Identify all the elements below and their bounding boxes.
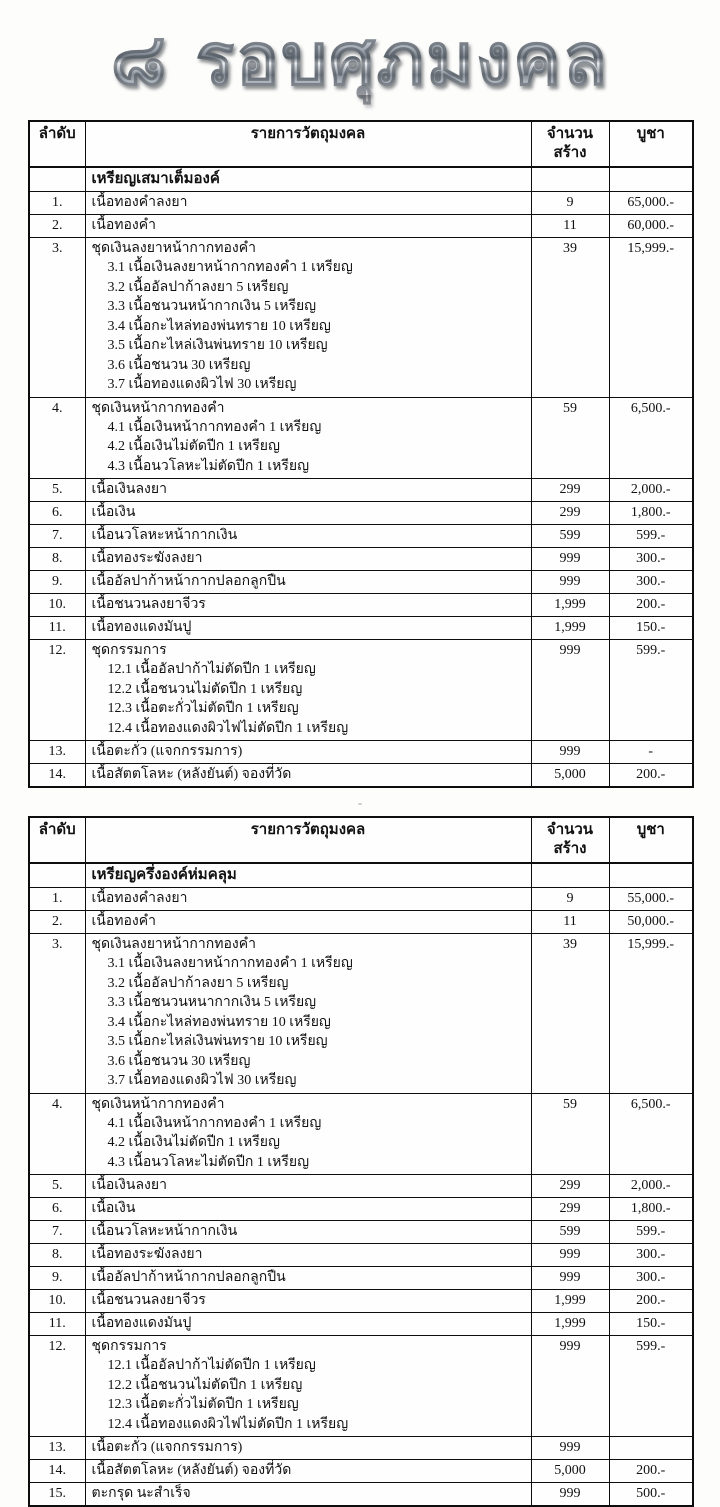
row-item: [85, 571, 531, 594]
table-row: [29, 640, 693, 741]
header-price: บูชา: [609, 121, 693, 167]
item-label: เนื้อเงินลงยา: [91, 482, 167, 497]
item-label: เนื้อนวโลหะหน้ากากเงิน: [91, 528, 238, 543]
row-quantity: 999: [531, 1267, 609, 1290]
row-price: 6,500.-: [609, 1093, 693, 1175]
table-row: [29, 238, 693, 398]
item-label: เนื้อทองระฆังลงยา: [91, 1247, 203, 1262]
row-quantity: 5,000: [531, 1460, 609, 1483]
row-number: 12.: [29, 640, 85, 741]
row-price: 599.-: [609, 1336, 693, 1437]
item-label: เนื้อทองแดงมันปู: [91, 620, 192, 635]
row-item: [85, 640, 531, 741]
row-number: 4.: [29, 397, 85, 479]
row-price: -: [609, 741, 693, 764]
item-label: ชุดเงินหน้ากากทองคำ: [91, 400, 225, 416]
row-number: 12.: [29, 1336, 85, 1437]
header-order: ลำดับ: [29, 121, 85, 167]
header-row: [29, 121, 693, 167]
row-number: 7.: [29, 525, 85, 548]
header-quantity: จำนวนสร้าง: [531, 817, 609, 863]
row-item: [85, 1198, 531, 1221]
section-price-cell: [609, 863, 693, 888]
item-subline: 3.4 เนื้อกะไหล่ทองพ่นทราย 10 เหรียญ: [107, 1014, 331, 1030]
table-row: [29, 1313, 693, 1336]
row-number: 4.: [29, 1093, 85, 1175]
item-subline: 12.2 เนื้อชนวนไม่ตัดปีก 1 เหรียญ: [107, 1377, 303, 1393]
section-title: เหรียญเสมาเต็มองค์: [85, 167, 531, 192]
item-label: เนื้ออัลปาก้าหน้ากากปลอกลูกปืน: [91, 574, 286, 589]
table-header: [29, 121, 693, 167]
row-price: 1,800.-: [609, 1198, 693, 1221]
item-label: เนื้อสัตตโลหะ (หลังยันต์) จองที่วัด: [91, 767, 292, 782]
row-item: [85, 1221, 531, 1244]
item-subline: 12.3 เนื้อตะกั่วไม่ตัดปีก 1 เหรียญ: [107, 1397, 299, 1412]
row-quantity: 299: [531, 1175, 609, 1198]
table-row: [29, 1460, 693, 1483]
item-label: เนื้อทองคำ: [91, 218, 156, 233]
row-number: 3.: [29, 934, 85, 1094]
row-item: [85, 1336, 531, 1437]
header-order: ลำดับ: [29, 817, 85, 863]
row-item: [85, 594, 531, 617]
row-price: 300.-: [609, 1244, 693, 1267]
table-row: [29, 397, 693, 479]
header-item: รายการวัตถุมงคล: [85, 121, 531, 167]
row-quantity: 599: [531, 1221, 609, 1244]
row-quantity: 999: [531, 1244, 609, 1267]
item-subline: 3.2 เนื้ออัลปาก้าลงยา 5 เหรียญ: [107, 279, 289, 295]
row-quantity: 1,999: [531, 1313, 609, 1336]
table-row: [29, 888, 693, 911]
row-price: 2,000.-: [609, 1175, 693, 1198]
row-quantity: 999: [531, 1336, 609, 1437]
row-number: 11.: [29, 617, 85, 640]
section-qty-cell: [531, 167, 609, 192]
item-label: เนื้อทองระฆังลงยา: [91, 551, 203, 566]
header-price: บูชา: [609, 817, 693, 863]
row-price: 300.-: [609, 571, 693, 594]
row-quantity: 11: [531, 911, 609, 934]
row-item: [85, 397, 531, 479]
item-subline: 3.3 เนื้อชนวนหนากากเงิน 5 เหรียญ: [107, 995, 317, 1010]
item-label: เนื้อทองคำ: [91, 914, 156, 929]
row-number: 13.: [29, 1437, 85, 1460]
item-subline: 12.1 เนื้ออัลปาก้าไม่ตัดปีก 1 เหรียญ: [107, 662, 316, 677]
table-row: [29, 617, 693, 640]
item-label: เนื้อตะกั่ว (แจกกรรมการ): [91, 1440, 243, 1455]
item-subline: 4.1 เนื้อเงินหน้ากากทองคำ 1 เหรียญ: [107, 1115, 322, 1131]
item-subline: 3.4 เนื้อกะไหล่ทองพ่นทราย 10 เหรียญ: [107, 318, 331, 334]
table-header: [29, 817, 693, 863]
table-row: [29, 215, 693, 238]
title-banner: [0, 0, 720, 112]
row-item: [85, 479, 531, 502]
item-subline: 12.1 เนื้ออัลปาก้าไม่ตัดปีก 1 เหรียญ: [107, 1358, 316, 1373]
row-quantity: 999: [531, 640, 609, 741]
row-item: [85, 548, 531, 571]
row-price: 150.-: [609, 617, 693, 640]
row-item: [85, 215, 531, 238]
row-price: 1,800.-: [609, 502, 693, 525]
row-number: 1.: [29, 192, 85, 215]
row-item: [85, 238, 531, 398]
row-item: [85, 1483, 531, 1507]
row-quantity: 1,999: [531, 594, 609, 617]
table-row: [29, 192, 693, 215]
item-subline: 4.3 เนื้อนวโลหะไม่ตัดปีก 1 เหรียญ: [107, 1154, 310, 1170]
item-subline: 12.4 เนื้อทองแดงผิวไฟไม่ตัดปีก 1 เหรียญ: [107, 1416, 349, 1432]
row-number: 14.: [29, 1460, 85, 1483]
row-quantity: 299: [531, 502, 609, 525]
row-item: [85, 764, 531, 788]
row-number: 13.: [29, 741, 85, 764]
section-title: เหรียญครึ่งองค์ห่มคลุม: [85, 863, 531, 888]
row-number: 9.: [29, 571, 85, 594]
row-number: 15.: [29, 1483, 85, 1507]
table-row: [29, 571, 693, 594]
row-quantity: 9: [531, 888, 609, 911]
table-row: [29, 1198, 693, 1221]
item-label: เนื้อตะกั่ว (แจกกรรมการ): [91, 744, 243, 759]
table-row: [29, 1267, 693, 1290]
row-item: [85, 192, 531, 215]
amulet-table-half-figure: [28, 816, 694, 1507]
table-row: [29, 934, 693, 1094]
row-price: 2,000.-: [609, 479, 693, 502]
table-separator: -: [357, 794, 363, 810]
row-price: 599.-: [609, 525, 693, 548]
item-subline: 3.1 เนื้อเงินลงยาหน้ากากทองคำ 1 เหรียญ: [107, 260, 353, 275]
row-number: 5.: [29, 1175, 85, 1198]
table-row: [29, 1175, 693, 1198]
row-item: [85, 1460, 531, 1483]
row-price: 6,500.-: [609, 397, 693, 479]
table-row: [29, 1290, 693, 1313]
row-item: [85, 934, 531, 1094]
item-label: เนื้อนวโลหะหน้ากากเงิน: [91, 1224, 238, 1239]
row-item: [85, 1093, 531, 1175]
row-price: 65,000.-: [609, 192, 693, 215]
row-item: [85, 617, 531, 640]
row-number: 9.: [29, 1267, 85, 1290]
row-number: 5.: [29, 479, 85, 502]
row-quantity: 5,000: [531, 764, 609, 788]
row-number: 3.: [29, 238, 85, 398]
section-qty-cell: [531, 863, 609, 888]
row-price: 200.-: [609, 764, 693, 788]
page-title: ๘ รอบศุภมงคล: [110, 16, 610, 101]
row-price: 60,000.-: [609, 215, 693, 238]
row-quantity: 59: [531, 1093, 609, 1175]
item-label: ชุดกรรมการ: [91, 643, 167, 658]
row-quantity: 39: [531, 238, 609, 398]
table-row: [29, 479, 693, 502]
table-row: [29, 1437, 693, 1460]
row-number: 8.: [29, 1244, 85, 1267]
row-price: 15,999.-: [609, 934, 693, 1094]
item-label: เนื้อทองแดงมันปู: [91, 1316, 192, 1331]
header-quantity: จำนวนสร้าง: [531, 121, 609, 167]
row-quantity: 39: [531, 934, 609, 1094]
row-price: 599.-: [609, 1221, 693, 1244]
row-item: [85, 1290, 531, 1313]
row-number: 11.: [29, 1313, 85, 1336]
item-subline: 12.4 เนื้อทองแดงผิวไฟไม่ตัดปีก 1 เหรียญ: [107, 720, 349, 736]
row-number: 14.: [29, 764, 85, 788]
row-price: 200.-: [609, 1460, 693, 1483]
row-number: 2.: [29, 911, 85, 934]
item-subline: 4.3 เนื้อนวโลหะไม่ตัดปีก 1 เหรียญ: [107, 458, 310, 474]
row-number: 6.: [29, 502, 85, 525]
section-price-cell: [609, 167, 693, 192]
row-item: [85, 741, 531, 764]
table-row: [29, 1221, 693, 1244]
item-label: เนื้อทองคำลงยา: [91, 195, 188, 210]
row-number: 6.: [29, 1198, 85, 1221]
table-row: [29, 741, 693, 764]
item-label: เนื้อเงิน: [91, 505, 136, 520]
item-subline: 3.7 เนื้อทองแดงผิวไฟ 30 เหรียญ: [107, 1073, 297, 1088]
header-item: รายการวัตถุมงคล: [85, 817, 531, 863]
item-subline: 12.2 เนื้อชนวนไม่ตัดปีก 1 เหรียญ: [107, 681, 303, 697]
table-row: [29, 764, 693, 788]
item-subline: 3.1 เนื้อเงินลงยาหน้ากากทองคำ 1 เหรียญ: [107, 956, 353, 971]
row-quantity: 999: [531, 741, 609, 764]
section-row: [29, 167, 693, 192]
table-row: [29, 911, 693, 934]
row-quantity: 299: [531, 479, 609, 502]
row-item: [85, 1244, 531, 1267]
item-subline: 4.2 เนื้อเงินไม่ตัดปีก 1 เหรียญ: [107, 439, 280, 454]
item-subline: 12.3 เนื้อตะกั่วไม่ตัดปีก 1 เหรียญ: [107, 701, 299, 716]
row-quantity: 599: [531, 525, 609, 548]
item-subline: 3.5 เนื้อกะไหล่เงินพ่นทราย 10 เหรียญ: [107, 1034, 328, 1049]
table-row: [29, 1336, 693, 1437]
row-item: [85, 502, 531, 525]
row-price: 150.-: [609, 1313, 693, 1336]
table-row: [29, 594, 693, 617]
section-row: [29, 863, 693, 888]
section-order-cell: [29, 167, 85, 192]
item-label: เนื้ออัลปาก้าหน้ากากปลอกลูกปืน: [91, 1270, 286, 1285]
item-subline: 3.6 เนื้อชนวน 30 เหรียญ: [107, 357, 251, 373]
row-item: [85, 911, 531, 934]
row-number: 1.: [29, 888, 85, 911]
section-order-cell: [29, 863, 85, 888]
item-label: ชุดเงินหน้ากากทองคำ: [91, 1096, 225, 1112]
row-quantity: 1,999: [531, 617, 609, 640]
row-price: 15,999.-: [609, 238, 693, 398]
item-label: ตะกรุด นะสำเร็จ: [91, 1486, 191, 1501]
row-item: [85, 1437, 531, 1460]
item-subline: 4.1 เนื้อเงินหน้ากากทองคำ 1 เหรียญ: [107, 419, 322, 435]
amulet-table-full-figure: [28, 120, 694, 788]
row-quantity: 999: [531, 1437, 609, 1460]
row-item: [85, 1313, 531, 1336]
item-label: เนื้อเงินลงยา: [91, 1178, 167, 1193]
item-label: เนื้อชนวนลงยาจีวร: [91, 1293, 206, 1308]
table-row: [29, 1483, 693, 1507]
row-quantity: 11: [531, 215, 609, 238]
item-label: เนื้อทองคำลงยา: [91, 891, 188, 906]
row-price: 50,000.-: [609, 911, 693, 934]
table-row: [29, 1093, 693, 1175]
row-quantity: 999: [531, 548, 609, 571]
row-quantity: 1,999: [531, 1290, 609, 1313]
row-price: 200.-: [609, 1290, 693, 1313]
row-quantity: 999: [531, 571, 609, 594]
item-subline: 4.2 เนื้อเงินไม่ตัดปีก 1 เหรียญ: [107, 1135, 280, 1150]
table-body: [29, 192, 693, 788]
table-body: [29, 888, 693, 1507]
row-number: 8.: [29, 548, 85, 571]
row-number: 10.: [29, 594, 85, 617]
item-subline: 3.6 เนื้อชนวน 30 เหรียญ: [107, 1053, 251, 1069]
row-item: [85, 525, 531, 548]
row-item: [85, 1267, 531, 1290]
table-row: [29, 1244, 693, 1267]
item-subline: 3.2 เนื้ออัลปาก้าลงยา 5 เหรียญ: [107, 975, 289, 991]
row-price: 599.-: [609, 640, 693, 741]
row-price: 300.-: [609, 1267, 693, 1290]
item-label: ชุดเงินลงยาหน้ากากทองคำ: [91, 241, 256, 256]
table-row: [29, 502, 693, 525]
row-price: 300.-: [609, 548, 693, 571]
header-row: [29, 817, 693, 863]
item-subline: 3.3 เนื้อชนวนหน้ากากเงิน 5 เหรียญ: [107, 299, 317, 314]
table-row: [29, 525, 693, 548]
table-row: [29, 548, 693, 571]
row-number: 7.: [29, 1221, 85, 1244]
row-price: [609, 1437, 693, 1460]
item-label: เนื้อเงิน: [91, 1201, 136, 1216]
item-label: ชุดเงินลงยาหน้ากากทองคำ: [91, 937, 256, 952]
item-subline: 3.5 เนื้อกะไหล่เงินพ่นทราย 10 เหรียญ: [107, 338, 328, 353]
row-price: 200.-: [609, 594, 693, 617]
item-label: เนื้อสัตตโลหะ (หลังยันต์) จองที่วัด: [91, 1463, 292, 1478]
row-price: 500.-: [609, 1483, 693, 1507]
row-item: [85, 888, 531, 911]
item-subline: 3.7 เนื้อทองแดงผิวไฟ 30 เหรียญ: [107, 377, 297, 392]
row-number: 2.: [29, 215, 85, 238]
row-price: 55,000.-: [609, 888, 693, 911]
item-label: ชุดกรรมการ: [91, 1339, 167, 1354]
row-quantity: 9: [531, 192, 609, 215]
row-number: 10.: [29, 1290, 85, 1313]
item-label: เนื้อชนวนลงยาจีวร: [91, 597, 206, 612]
row-quantity: 999: [531, 1483, 609, 1507]
row-item: [85, 1175, 531, 1198]
row-quantity: 299: [531, 1198, 609, 1221]
row-quantity: 59: [531, 397, 609, 479]
